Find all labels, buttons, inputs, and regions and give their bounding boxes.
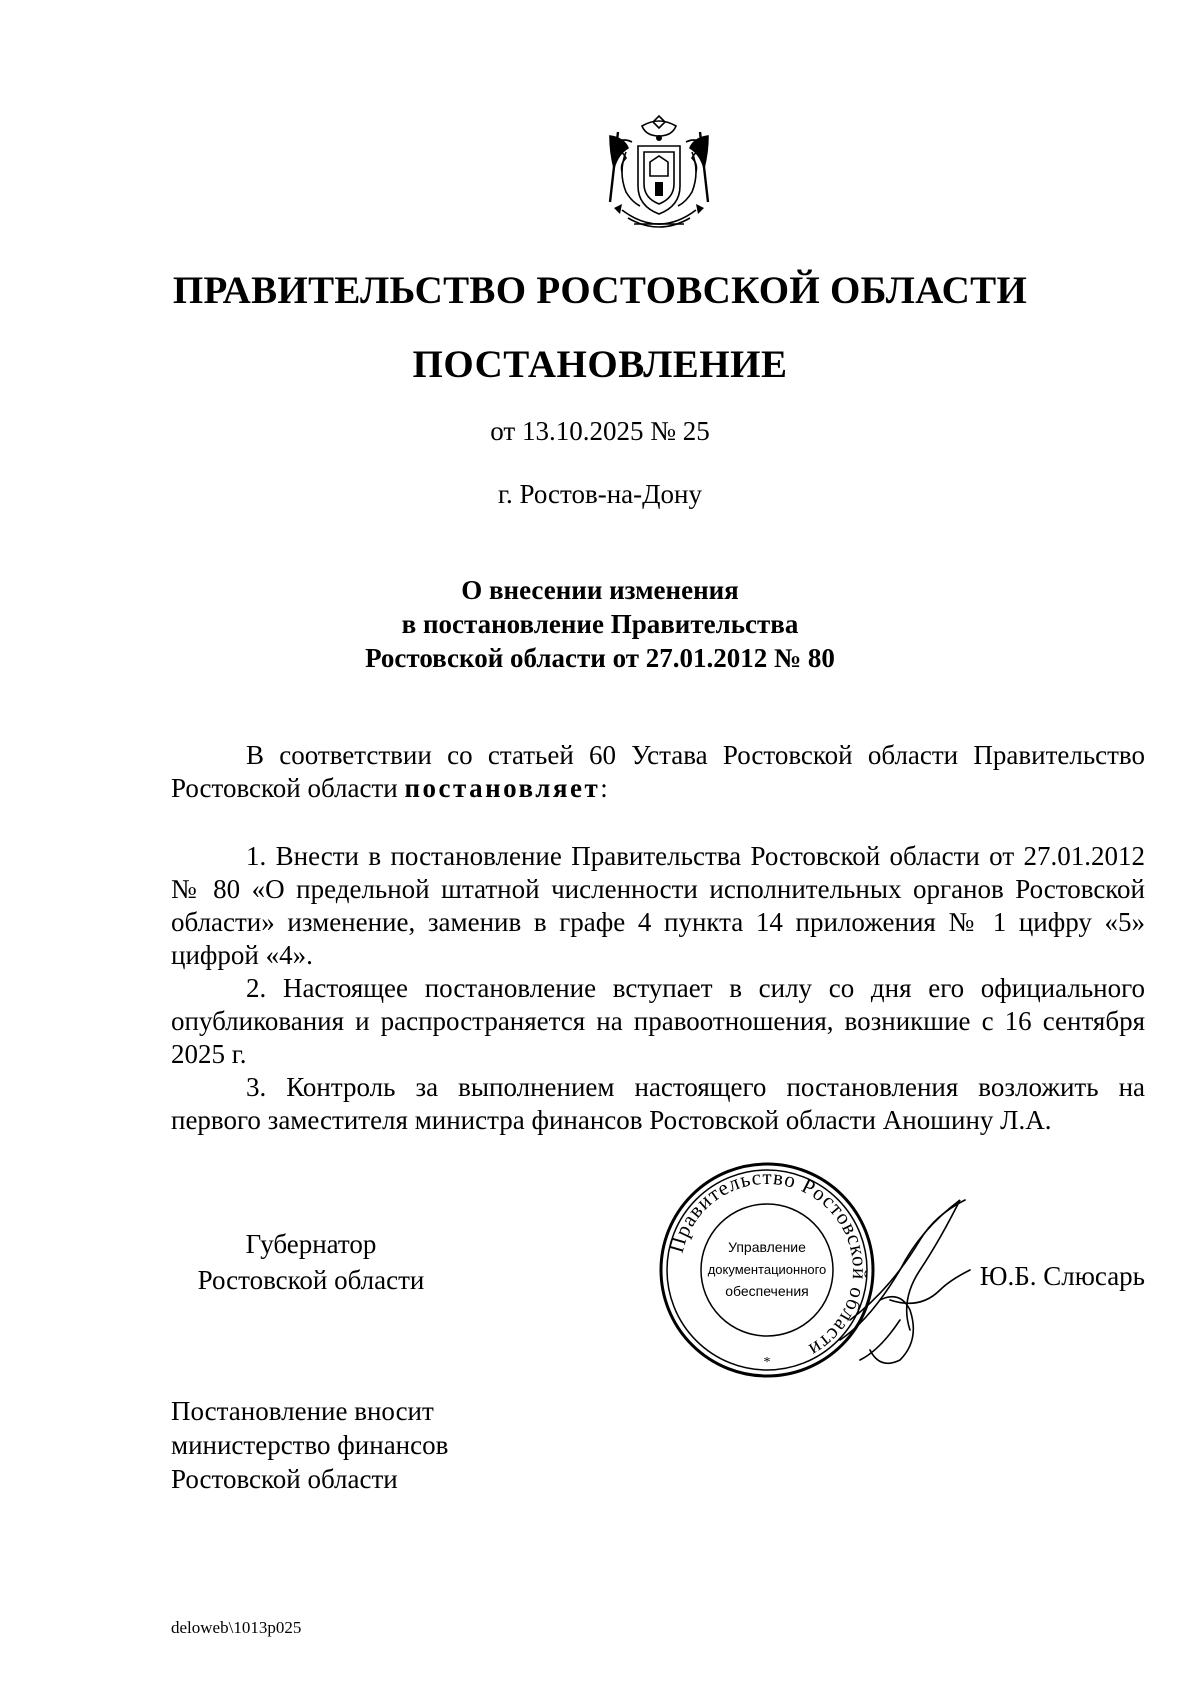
document-type: ПОСТАНОВЛЕНИЕ <box>412 343 788 386</box>
position-line-1: Губернатор <box>245 1229 377 1259</box>
point-1: 1. Внести в постановление Правительства Ростовской области от 27.01.2012 № 80 «О предельной штатной численности исполнительных органов Ростовской области» изменение, заменив в графе 4 пункта 14 приложения № 1 цифру «5» цифрой «4». <box>171 841 1145 970</box>
document-date-number: от 13.10.2025 № 25 <box>490 416 710 446</box>
introduced-line-3: Ростовской области <box>171 1464 398 1494</box>
coat-of-arms-icon <box>598 112 720 238</box>
document-subject <box>0 573 1200 675</box>
preamble-keyword: постановляет <box>404 773 601 803</box>
point-2: 2. Настоящее постановление вступает в силу со дня его официального опубликования и распространяется на правоотношения, возникшие с 16 сентября 2025 г. <box>171 973 1145 1069</box>
seal-outer-text: Правительство Ростовской области <box>663 1164 873 1363</box>
seal-star-icon: * <box>763 1355 771 1370</box>
subject-line-3: Ростовской области от 27.01.2012 № 80 <box>365 643 835 673</box>
organization-title: ПРАВИТЕЛЬСТВО РОСТОВСКОЙ ОБЛАСТИ <box>172 269 1028 312</box>
subject-line-1: О внесении изменения <box>461 575 739 605</box>
seal-inner-line-1: Управление <box>728 1239 806 1255</box>
seal-inner-line-3: обеспечения <box>725 1283 809 1299</box>
introduced-by <box>171 1394 448 1496</box>
points-list <box>171 840 1145 1137</box>
handwritten-signature <box>830 1190 990 1390</box>
signatory-position <box>176 1226 446 1298</box>
preamble-text: В соответствии со статьей 60 Устава Ростовской области Правительство Ростовской области <box>171 740 1145 803</box>
introduced-line-2: министерство финансов <box>171 1430 449 1460</box>
introduced-line-1: Постановление вносит <box>171 1396 434 1426</box>
preamble-colon: : <box>600 773 608 803</box>
footer-code: deloweb\1013p025 <box>171 1618 302 1637</box>
seal-inner-line-2: документационного <box>707 1262 827 1277</box>
document-city: г. Ростов-на-Дону <box>497 479 702 509</box>
signatory-name: Ю.Б. Слюсарь <box>979 1261 1145 1291</box>
point-3: 3. Контроль за выполнением настоящего постановления возложить на первого заместителя министра финансов Ростовской области Аношину Л.А. <box>171 1072 1145 1135</box>
preamble <box>171 739 1145 805</box>
position-line-2: Ростовской области <box>197 1265 425 1295</box>
subject-line-2: в постановление Правительства <box>401 609 799 639</box>
